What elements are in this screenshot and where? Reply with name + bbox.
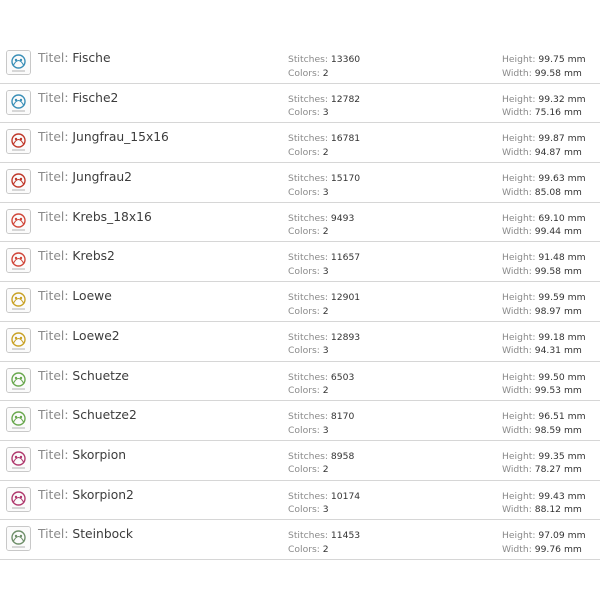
width-value: 78.27 mm — [534, 464, 582, 476]
width-value: 99.44 mm — [534, 226, 582, 238]
fische-design-icon — [7, 51, 30, 74]
width-label: Width: — [502, 385, 532, 396]
stitches-label: Stitches: — [288, 450, 328, 462]
height-value: 99.32 mm — [538, 93, 586, 105]
design-row-jungfrau_15x16[interactable] — [0, 123, 600, 163]
height-label: Height: — [502, 173, 536, 185]
stitches-label: Stitches: — [288, 212, 328, 224]
colors-value: 3 — [322, 345, 329, 357]
height-value: 99.75 mm — [538, 54, 586, 65]
width-label: Width: — [502, 186, 532, 198]
stitch-stats — [288, 371, 354, 398]
stitches-label: Stitches: — [288, 490, 328, 502]
loewe-design-icon — [7, 289, 30, 312]
design-thumbnail[interactable] — [6, 209, 31, 234]
width-value: 98.59 mm — [534, 424, 582, 436]
design-title — [38, 169, 132, 185]
title-value: Steinbock — [72, 527, 134, 542]
width-value: 88.12 mm — [534, 504, 582, 516]
width-label: Width: — [502, 67, 532, 79]
title-label: Titel: — [38, 289, 69, 304]
height-value: 99.18 mm — [538, 331, 586, 343]
title-label: Titel: — [38, 90, 69, 105]
colors-value: 3 — [322, 504, 329, 516]
design-title — [38, 50, 111, 66]
height-label: Height: — [502, 292, 536, 304]
colors-label: Colors: — [288, 424, 320, 436]
stitches-label: Stitches: — [288, 133, 328, 145]
design-row-schuetze2[interactable] — [0, 401, 600, 441]
dimensions — [502, 93, 586, 120]
stitch-stats — [288, 410, 354, 437]
stitch-stats — [288, 172, 360, 199]
jungfrau2-design-icon — [7, 170, 30, 193]
width-value: 94.87 mm — [534, 146, 582, 158]
width-label: Width: — [502, 504, 532, 516]
design-row-fische[interactable] — [0, 44, 600, 84]
design-row-jungfrau2[interactable] — [0, 163, 600, 203]
design-row-skorpion2[interactable] — [0, 481, 600, 521]
design-thumbnail[interactable] — [6, 487, 31, 512]
stitches-value: 15170 — [330, 173, 361, 185]
design-title — [38, 526, 133, 542]
stitches-value: 8958 — [330, 450, 355, 462]
width-label: Width: — [502, 107, 532, 119]
colors-value: 2 — [322, 464, 329, 476]
stitches-label: Stitches: — [288, 411, 328, 423]
title-value: Skorpion2 — [72, 487, 134, 502]
height-value: 97.09 mm — [538, 530, 586, 542]
dimensions — [502, 291, 586, 318]
schuetze-design-icon — [7, 369, 30, 392]
design-thumbnail[interactable] — [6, 288, 31, 313]
title-value: Krebs_18x16 — [72, 209, 152, 224]
design-row-steinbock[interactable] — [0, 520, 600, 560]
title-value: Jungfrau_15x16 — [72, 130, 169, 145]
height-label: Height: — [502, 331, 536, 343]
design-row-schuetze[interactable] — [0, 362, 600, 402]
stitches-value: 16781 — [330, 133, 361, 145]
design-thumbnail[interactable] — [6, 169, 31, 194]
steinbock-design-icon — [7, 527, 30, 550]
stitches-value: 12901 — [330, 292, 361, 304]
height-label: Height: — [502, 530, 536, 542]
stitch-stats — [288, 212, 354, 239]
stitch-stats — [288, 291, 360, 318]
height-value: 96.51 mm — [538, 411, 586, 423]
design-title — [38, 368, 129, 384]
stitches-label: Stitches: — [288, 292, 328, 304]
design-thumbnail[interactable] — [6, 328, 31, 353]
colors-value: 3 — [322, 107, 329, 119]
stitch-stats — [288, 93, 360, 120]
colors-label: Colors: — [288, 504, 320, 516]
title-value: Fische — [72, 51, 111, 65]
design-row-fische2[interactable] — [0, 84, 600, 124]
dimensions — [502, 371, 586, 398]
height-value: 99.87 mm — [538, 133, 586, 145]
design-row-krebs_18x16[interactable] — [0, 203, 600, 243]
colors-label: Colors: — [288, 543, 320, 555]
colors-value: 2 — [322, 226, 329, 238]
colors-label: Colors: — [288, 385, 320, 396]
height-label: Height: — [502, 54, 536, 65]
title-label: Titel: — [38, 447, 69, 462]
title-label: Titel: — [38, 51, 69, 65]
stitch-stats — [288, 251, 360, 278]
width-label: Width: — [502, 464, 532, 476]
stitches-label: Stitches: — [288, 173, 328, 185]
width-value: 99.58 mm — [534, 265, 582, 277]
stitches-label: Stitches: — [288, 54, 328, 65]
width-label: Width: — [502, 543, 532, 555]
title-label: Titel: — [38, 368, 69, 383]
stitch-stats — [288, 132, 360, 159]
dimensions — [502, 132, 586, 159]
stitches-value: 12893 — [330, 331, 361, 343]
design-row-loewe[interactable] — [0, 282, 600, 322]
design-thumbnail[interactable] — [6, 129, 31, 154]
title-label: Titel: — [38, 527, 69, 542]
design-thumbnail[interactable] — [6, 90, 31, 115]
title-label: Titel: — [38, 328, 69, 343]
stitches-label: Stitches: — [288, 371, 328, 383]
height-label: Height: — [502, 133, 536, 145]
title-value: Loewe — [72, 289, 112, 304]
stitch-stats — [288, 529, 360, 556]
design-thumbnail[interactable] — [6, 248, 31, 273]
colors-value: 2 — [322, 543, 329, 555]
colors-value: 2 — [322, 146, 329, 158]
stitch-stats — [288, 450, 354, 477]
title-label: Titel: — [38, 170, 69, 185]
title-value: Schuetze — [72, 368, 129, 383]
height-label: Height: — [502, 212, 536, 224]
width-label: Width: — [502, 305, 532, 317]
stitch-stats — [288, 331, 360, 358]
title-value: Fische2 — [72, 90, 119, 105]
stitches-value: 10174 — [330, 490, 361, 502]
width-value: 94.31 mm — [534, 345, 582, 357]
krebs-design-icon — [7, 210, 30, 233]
stitches-value: 8170 — [330, 411, 355, 423]
colors-value: 3 — [322, 186, 329, 198]
title-label: Titel: — [38, 408, 69, 423]
title-value: Krebs2 — [72, 249, 115, 264]
design-row-krebs2[interactable] — [0, 242, 600, 282]
colors-value: 3 — [322, 265, 329, 277]
colors-value: 3 — [322, 424, 329, 436]
height-value: 99.35 mm — [538, 450, 586, 462]
height-value: 99.50 mm — [538, 371, 586, 383]
design-title — [38, 209, 152, 225]
stitches-label: Stitches: — [288, 252, 328, 264]
design-list — [0, 44, 600, 560]
fische2-design-icon — [7, 91, 30, 114]
design-row-skorpion[interactable] — [0, 441, 600, 481]
height-value: 99.59 mm — [538, 292, 586, 304]
colors-label: Colors: — [288, 345, 320, 357]
stitches-value: 6503 — [330, 371, 355, 383]
dimensions — [502, 529, 586, 556]
stitches-value: 9493 — [330, 212, 355, 224]
design-title — [38, 90, 118, 106]
width-label: Width: — [502, 265, 532, 277]
title-value: Schuetze2 — [72, 408, 137, 423]
dimensions — [502, 410, 586, 437]
colors-value: 2 — [322, 305, 329, 317]
width-label: Width: — [502, 146, 532, 158]
title-label: Titel: — [38, 130, 69, 145]
design-title — [38, 129, 169, 145]
height-label: Height: — [502, 371, 536, 383]
colors-label: Colors: — [288, 226, 320, 238]
width-value: 99.53 mm — [534, 385, 582, 396]
title-label: Titel: — [38, 249, 69, 264]
krebs2-design-icon — [7, 249, 30, 272]
design-title — [38, 248, 115, 264]
height-label: Height: — [502, 411, 536, 423]
title-value: Jungfrau2 — [72, 170, 132, 185]
title-label: Titel: — [38, 487, 69, 502]
schuetze2-design-icon — [7, 408, 30, 431]
width-label: Width: — [502, 226, 532, 238]
dimensions — [502, 331, 586, 358]
width-value: 75.16 mm — [534, 107, 582, 119]
height-value: 91.48 mm — [538, 252, 586, 264]
height-label: Height: — [502, 490, 536, 502]
dimensions — [502, 490, 586, 517]
width-value: 99.76 mm — [534, 543, 582, 555]
height-label: Height: — [502, 450, 536, 462]
design-row-loewe2[interactable] — [0, 322, 600, 362]
design-title — [38, 407, 137, 423]
design-title — [38, 447, 126, 463]
dimensions — [502, 172, 586, 199]
title-value: Skorpion — [72, 447, 127, 462]
colors-label: Colors: — [288, 107, 320, 119]
dimensions — [502, 450, 586, 477]
colors-value: 2 — [322, 67, 329, 79]
colors-label: Colors: — [288, 464, 320, 476]
title-value: Loewe2 — [72, 328, 120, 343]
stitches-label: Stitches: — [288, 93, 328, 105]
design-thumbnail[interactable] — [6, 368, 31, 393]
height-label: Height: — [502, 252, 536, 264]
loewe2-design-icon — [7, 329, 30, 352]
height-value: 99.63 mm — [538, 173, 586, 185]
stitches-label: Stitches: — [288, 331, 328, 343]
design-thumbnail[interactable] — [6, 50, 31, 75]
design-thumbnail[interactable] — [6, 407, 31, 432]
colors-value: 2 — [322, 385, 329, 396]
height-label: Height: — [502, 93, 536, 105]
stitches-value: 11657 — [330, 252, 361, 264]
width-value: 98.97 mm — [534, 305, 582, 317]
width-label: Width: — [502, 424, 532, 436]
skorpion2-design-icon — [7, 488, 30, 511]
colors-label: Colors: — [288, 186, 320, 198]
dimensions — [502, 251, 586, 278]
stitches-value: 11453 — [330, 530, 361, 542]
skorpion-design-icon — [7, 448, 30, 471]
stitches-value: 12782 — [330, 93, 361, 105]
colors-label: Colors: — [288, 305, 320, 317]
design-thumbnail[interactable] — [6, 526, 31, 551]
jungfrau-design-icon — [7, 130, 30, 153]
width-label: Width: — [502, 345, 532, 357]
dimensions — [502, 212, 586, 239]
stitch-stats — [288, 53, 360, 80]
design-title — [38, 328, 120, 344]
design-title — [38, 288, 112, 304]
colors-label: Colors: — [288, 265, 320, 277]
width-value: 85.08 mm — [534, 186, 582, 198]
colors-label: Colors: — [288, 67, 320, 79]
height-value: 69.10 mm — [538, 212, 586, 224]
height-value: 99.43 mm — [538, 490, 586, 502]
stitches-value: 13360 — [330, 54, 361, 65]
width-value: 99.58 mm — [534, 67, 582, 79]
stitches-label: Stitches: — [288, 530, 328, 542]
dimensions — [502, 53, 586, 80]
colors-label: Colors: — [288, 146, 320, 158]
stitch-stats — [288, 490, 360, 517]
title-label: Titel: — [38, 209, 69, 224]
design-thumbnail[interactable] — [6, 447, 31, 472]
design-title — [38, 487, 134, 503]
